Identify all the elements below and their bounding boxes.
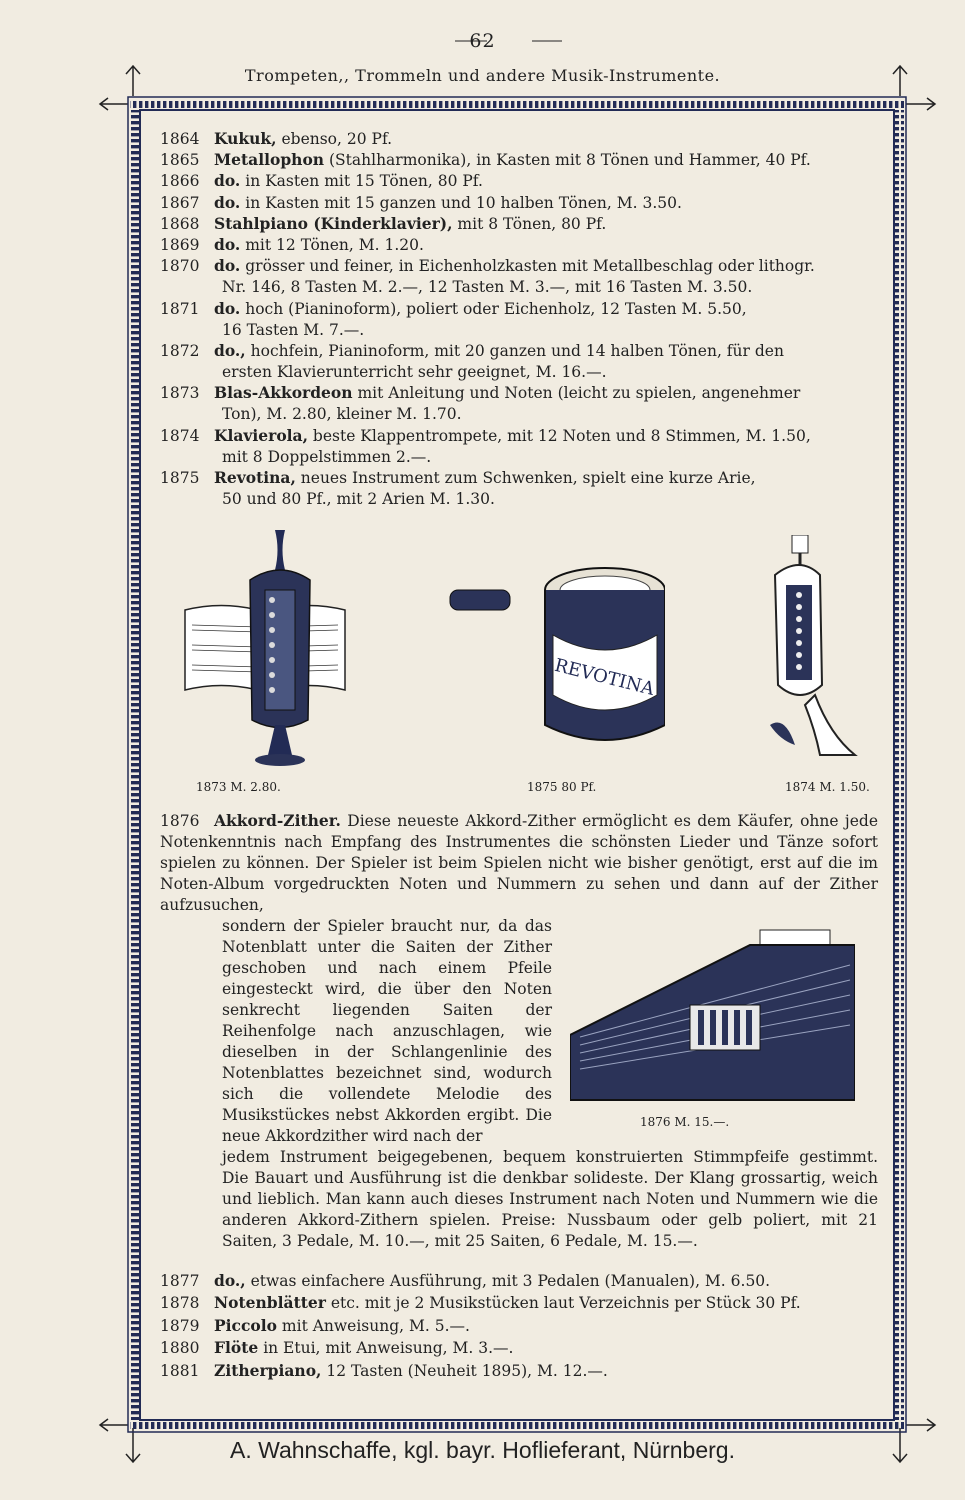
entry-name: Kukuk, bbox=[214, 129, 277, 148]
entry-text: (Stahlharmonika), in Kasten mit 8 Tönen und Hammer, 40 Pf. bbox=[324, 151, 811, 170]
entry-number: 1877 bbox=[160, 1272, 200, 1290]
entry-name: Klavierola, bbox=[214, 425, 308, 445]
entry-number: 1874 bbox=[160, 426, 200, 445]
entry-continuation: 16 Tasten M. 7.—. bbox=[222, 320, 365, 339]
entry-1873 bbox=[160, 382, 878, 425]
entry-1870 bbox=[160, 255, 878, 298]
entry-number: 1873 bbox=[160, 384, 200, 403]
entry-1876-text-full: Diese neueste Akkord-Zither ermöglicht es dem Käufer, ohne jede Notenkenntnis nach Empfang des Instrumentes die schönsten Lieder und Tänze sofort spielen zu können. Der Spieler ist beim Spielen nicht wie bisher genötigt, erst auf die im Noten-Album vorgedruckten Noten und Nummern zu sehen und dann auf der Zither aufzusuchen, bbox=[160, 812, 878, 914]
entry-text: mit Anleitung und Noten (leicht zu spielen, angenehmer bbox=[352, 384, 801, 403]
entry-continuation: Nr. 146, 8 Tasten M. 2.—, 12 Tasten M. 3.—, mit 16 Tasten M. 3.50. bbox=[222, 278, 753, 297]
entry-1879 bbox=[160, 1315, 878, 1337]
entry-number: 1864 bbox=[160, 130, 200, 148]
entry-name: Zitherpiano, bbox=[214, 1360, 322, 1380]
entry-continuation: mit 8 Doppelstimmen 2.—. bbox=[222, 447, 432, 466]
caption-1873: 1873 M. 2.80. bbox=[196, 780, 281, 794]
entry-name: Metallophon bbox=[214, 150, 325, 170]
entry-name: Revotina, bbox=[214, 468, 296, 488]
entry-number: 1881 bbox=[160, 1361, 200, 1380]
entry-continuation: ersten Klavierunterricht sehr geeignet, M. 16.—. bbox=[222, 363, 607, 381]
entry-1876-narrow-text: sondern der Spieler braucht nur, da das Notenblatt unter die Saiten der Zither geschoben und nach einem Pfeile eingesteckt wird, die über den Noten senkrecht liegenden Saiten der Reihenfolge nach anzuschlagen, wie dieselben in der Schlangenlinie des Notenblattes bezeichnet sind, wodurch sich die vollendete Melodie des Musikstückes nebst Akkorden ergibt. Die neue Akkordzither wird nach der bbox=[222, 917, 552, 1145]
entry-number: 1878 bbox=[160, 1294, 200, 1313]
entry-number: 1870 bbox=[160, 257, 200, 276]
page-footer: A. Wahnschaffe, kgl. bayr. Hoflieferant, Nürnberg. bbox=[230, 1437, 735, 1463]
revotina-label: REVOTINA bbox=[552, 654, 657, 700]
entry-name: Flöte bbox=[214, 1338, 259, 1358]
entry-1864 bbox=[160, 128, 878, 150]
caption-1875: 1875 80 Pf. bbox=[527, 780, 597, 794]
entry-1871 bbox=[160, 298, 878, 341]
entry-continuation: Ton), M. 2.80, kleiner M. 1.70. bbox=[222, 405, 462, 424]
entry-text: mit 8 Tönen, 80 Pf. bbox=[452, 214, 607, 233]
entry-number: 1867 bbox=[160, 193, 200, 212]
caption-1874: 1874 M. 1.50. bbox=[785, 780, 870, 794]
entry-text: 12 Tasten (Neuheit 1895), M. 12.—. bbox=[321, 1361, 608, 1380]
entry-name: do., bbox=[214, 1271, 246, 1290]
entry-name: Piccolo bbox=[214, 1315, 277, 1335]
entry-name: do., bbox=[214, 341, 246, 360]
entry-1876-rest-text: jedem Instrument beigegebenen, bequem konstruierten Stimmpfeife gestimmt. Die Bauart und Ausführung ist die denkbar solideste. Der Klang grossartig, weich und lieblich. Man kann auch dieses Instrument nach Noten und Nummern wie die anderen Akkord-Zithern spielen. Preise: Nussbaum oder gelb poliert, mit 21 Saiten, 3 Pedale, M. 10.—, mit 25 Saiten, 6 Pedale, M. 15.—. bbox=[222, 1148, 878, 1250]
entry-1875 bbox=[160, 467, 878, 510]
entry-1869 bbox=[160, 234, 878, 256]
akkordeon-illustration bbox=[180, 530, 350, 770]
entry-number: 1879 bbox=[160, 1316, 200, 1335]
entry-name: do. bbox=[214, 171, 241, 191]
entry-text: grösser und feiner, in Eichenholzkasten mit Metallbeschlag oder lithogr. bbox=[240, 257, 815, 276]
entry-text: mit 12 Tönen, M. 1.20. bbox=[240, 236, 424, 254]
entry-text: in Kasten mit 15 Tönen, 80 Pf. bbox=[240, 172, 483, 191]
entry-text: hochfein, Pianinoform, mit 20 ganzen und 14 halben Tönen, für den bbox=[245, 342, 784, 360]
entry-1865 bbox=[160, 149, 878, 171]
entry-text: in Kasten mit 15 ganzen und 10 halben Tönen, M. 3.50. bbox=[240, 193, 682, 212]
entry-1880 bbox=[160, 1337, 878, 1359]
entry-number: 1871 bbox=[160, 299, 200, 318]
entry-number: 1869 bbox=[160, 236, 200, 254]
entry-text: ebenso, 20 Pf. bbox=[276, 130, 393, 148]
entry-text: neues Instrument zum Schwenken, spielt eine kurze Arie, bbox=[295, 469, 756, 488]
akkord-zither-illustration bbox=[570, 925, 855, 1105]
entry-1876-intro: 1876 Akkord-Zither. Diese neueste Akkord-Zither ermöglicht es dem Käufer, ohne jede Notenkenntnis nach Empfang des Instrumentes die schönsten Lieder und Tänze sofort spielen zu können. Der Spieler ist beim Spielen nicht wie bisher genötigt, erst auf die im Noten-Album vorgedruckten Noten und Nummern zu sehen und dann auf der Zither aufzusuchen, bbox=[160, 811, 878, 914]
caption-1876: 1876 M. 15.—. bbox=[640, 1115, 730, 1129]
entry-name: do. bbox=[214, 235, 241, 254]
entry-name: do. bbox=[214, 298, 241, 318]
entry-text: in Etui, mit Anweisung, M. 3.—. bbox=[258, 1339, 514, 1358]
entry-name: Notenblätter bbox=[214, 1293, 326, 1313]
entry-text: hoch (Pianinoform), poliert oder Eichenholz, 12 Tasten M. 5.50, bbox=[240, 299, 747, 318]
entry-text: beste Klappentrompete, mit 12 Noten und 8 Stimmen, M. 1.50, bbox=[308, 426, 811, 445]
entry-number: 1872 bbox=[160, 342, 200, 360]
klavierola-illustration bbox=[760, 535, 870, 765]
entry-number: 1868 bbox=[160, 214, 200, 233]
page-number: 62 bbox=[469, 30, 496, 52]
entry-number: 1875 bbox=[160, 469, 200, 488]
entry-1868 bbox=[160, 213, 878, 235]
entry-text: etc. mit je 2 Musikstücken laut Verzeichnis per Stück 30 Pf. bbox=[325, 1294, 801, 1313]
entry-name: Blas-Akkordeon bbox=[214, 383, 353, 403]
page-header: Trompeten,, Trommeln und andere Musik-Instrumente. bbox=[244, 66, 721, 85]
entry-name: do. bbox=[214, 192, 241, 212]
entry-1874 bbox=[160, 425, 878, 468]
entry-text: etwas einfachere Ausführung, mit 3 Pedalen (Manualen), M. 6.50. bbox=[245, 1272, 771, 1290]
entry-1872 bbox=[160, 340, 878, 383]
entry-1867 bbox=[160, 192, 878, 214]
entry-1881 bbox=[160, 1360, 878, 1382]
entry-1878 bbox=[160, 1292, 878, 1314]
entry-1877 bbox=[160, 1270, 878, 1292]
entry-name: do. bbox=[214, 256, 241, 276]
entry-number: 1865 bbox=[160, 151, 200, 170]
entry-number: 1866 bbox=[160, 172, 200, 191]
revotina-illustration bbox=[445, 555, 665, 755]
entry-1866 bbox=[160, 170, 878, 192]
entry-number: 1880 bbox=[160, 1339, 200, 1358]
entry-name: Stahlpiano (Kinderklavier), bbox=[214, 213, 453, 233]
entry-text: mit Anweisung, M. 5.—. bbox=[276, 1316, 470, 1335]
entry-continuation: 50 und 80 Pf., mit 2 Arien M. 1.30. bbox=[222, 490, 495, 509]
